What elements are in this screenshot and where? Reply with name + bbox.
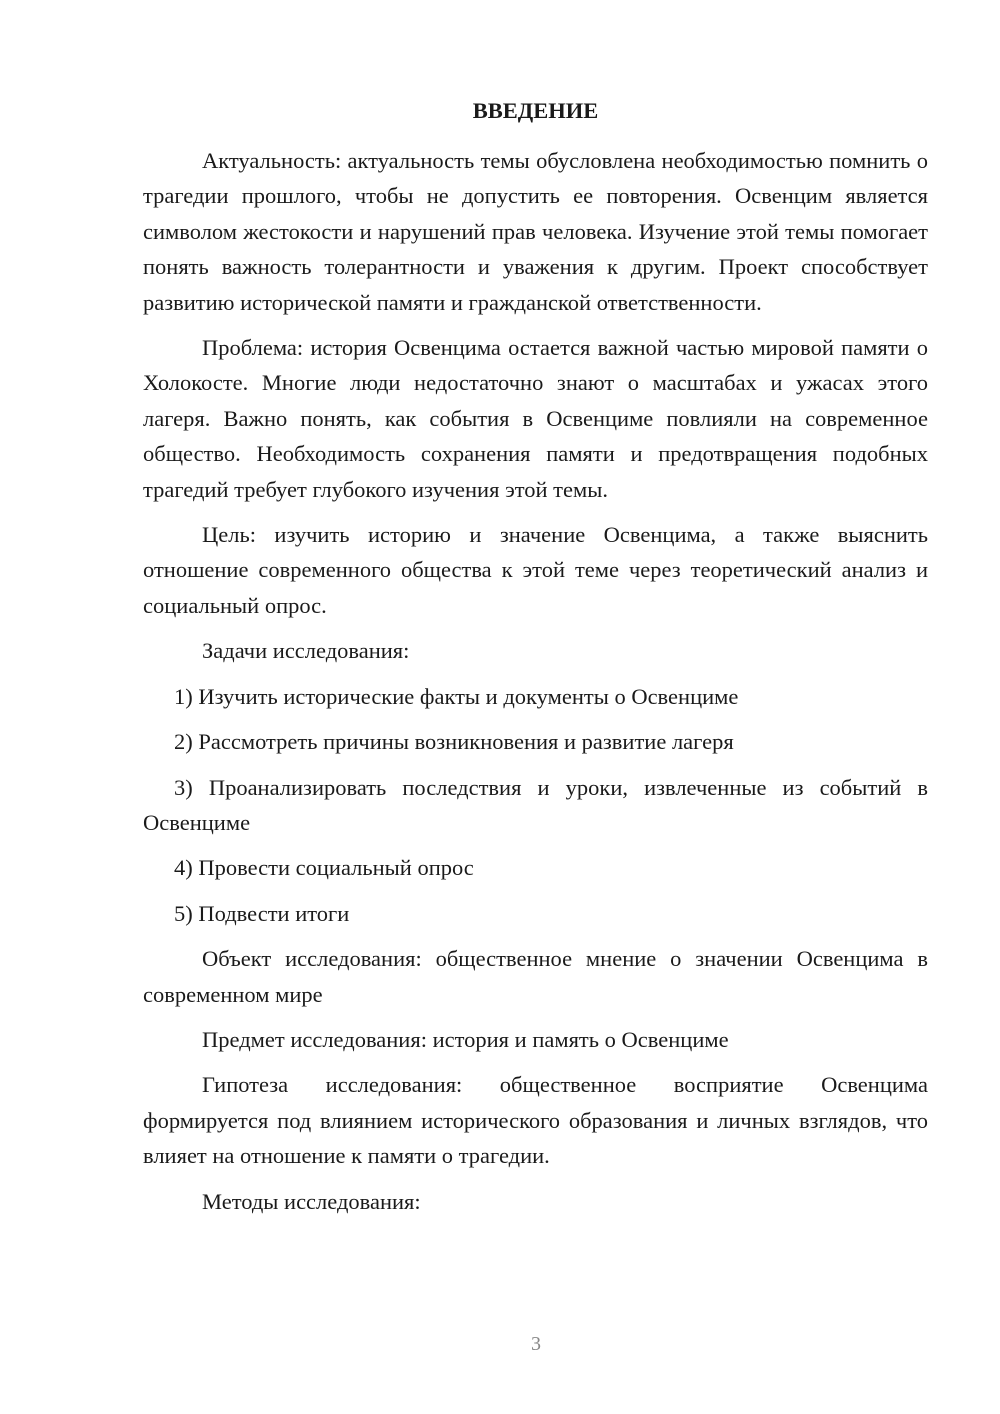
task-item-3: 3) Проанализировать последствия и уроки, извлеченные из событий в Освенциме	[143, 774, 928, 835]
subject-paragraph: Предмет исследования: история и память о Освенциме	[202, 1026, 729, 1052]
hypothesis-paragraph: Гипотеза исследования: общественное восприятие Освенцима формируется под влиянием исторического образования и личных взглядов, что влияет на отношение к памяти о трагедии.	[143, 1072, 928, 1169]
problem-paragraph: Проблема: история Освенцима остается важной частью мировой памяти о Холокосте. Многие люди недостаточно знают о масштабах и ужасах этого лагеря. Важно понять, как события в Освенциме повлияли на современное общество. Необходимость сохранения памяти и предотвращения подобных трагедий требует глубокого изучения этой темы.	[143, 335, 928, 502]
task-item-4: 4) Провести социальный опрос	[174, 855, 474, 881]
document-page	[143, 96, 928, 1229]
task-item-5: 5) Подвести итоги	[174, 900, 350, 926]
section-title: ВВЕДЕНИЕ	[472, 98, 599, 123]
methods-heading: Методы исследования:	[202, 1188, 421, 1214]
relevance-paragraph: Актуальность: актуальность темы обусловлена необходимостью помнить о трагедии прошлого, чтобы не допустить ее повторения. Освенцим является символом жестокости и нарушений прав человека. Изучение этой темы помогает понять важность толерантности и уважения к другим. Проект способствует развитию исторической памяти и гражданской ответственности.	[143, 148, 928, 315]
task-item-2: 2) Рассмотреть причины возникновения и развитие лагеря	[174, 729, 734, 755]
page-number: 3	[531, 1333, 541, 1355]
goal-paragraph: Цель: изучить историю и значение Освенцима, а также выяснить отношение современного общества к этой теме через теоретический анализ и социальный опрос.	[143, 522, 928, 618]
tasks-heading: Задачи исследования:	[202, 638, 410, 664]
object-paragraph: Объект исследования: общественное мнение о значении Освенцима в современном мире	[143, 946, 928, 1007]
task-item-1: 1) Изучить исторические факты и документы о Освенциме	[174, 683, 739, 709]
